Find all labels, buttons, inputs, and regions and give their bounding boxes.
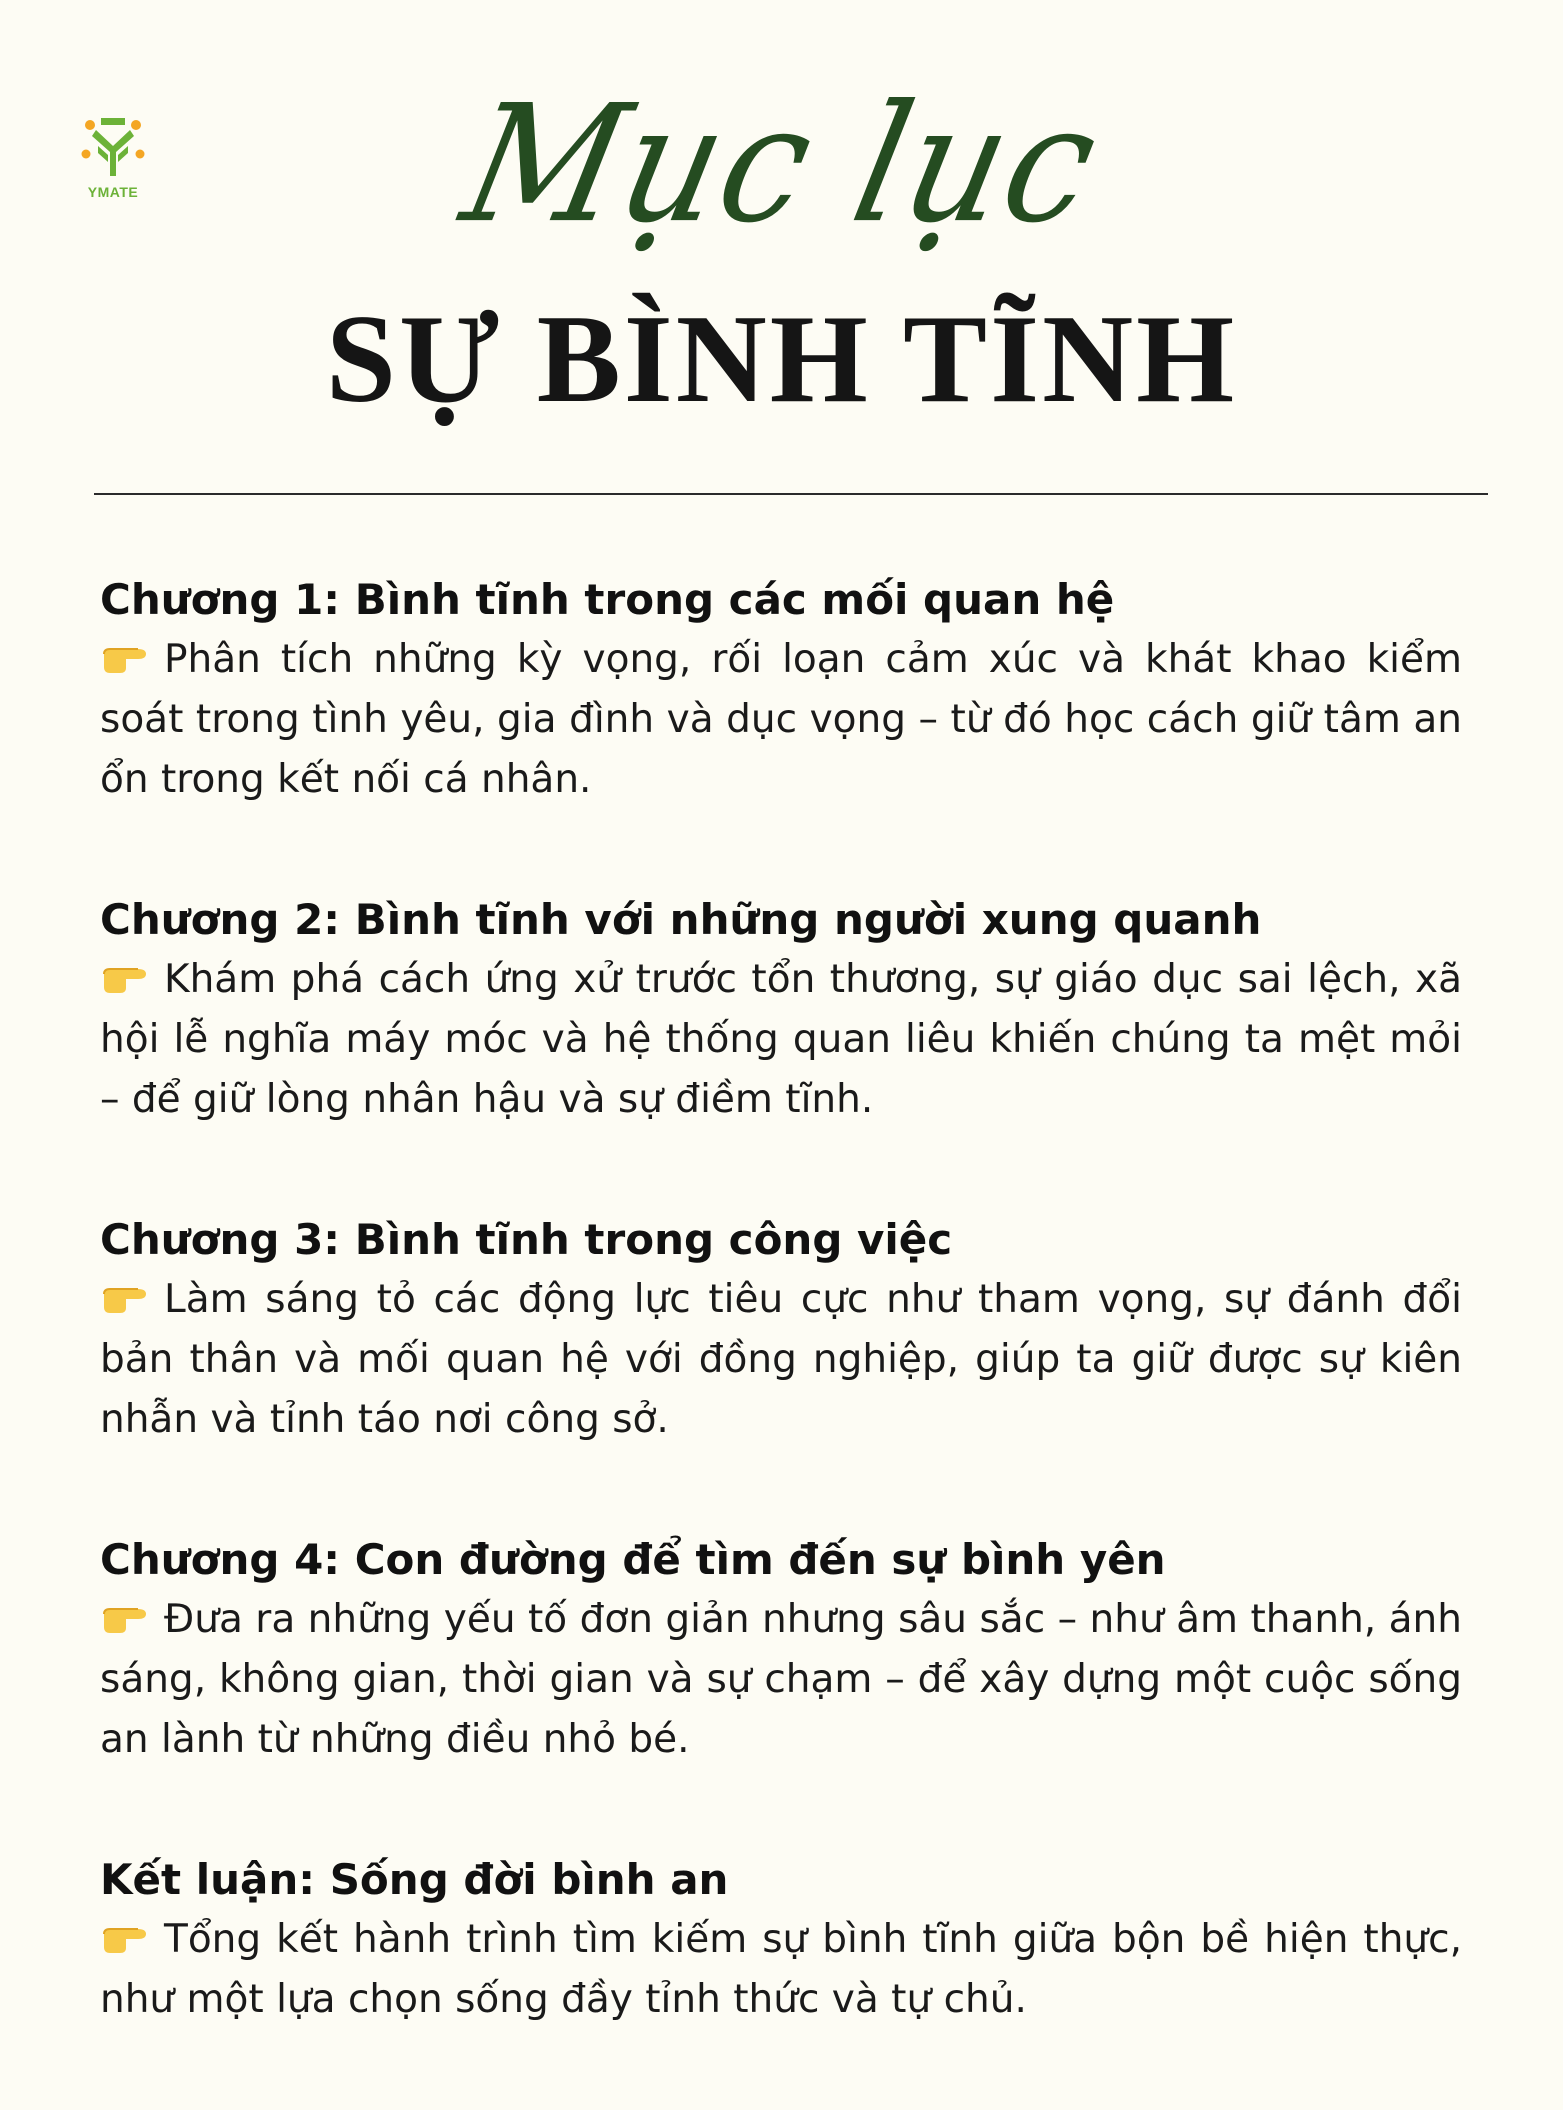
section-description-text: Đưa ra những yếu tố đơn giản nhưng sâu sắc – như âm thanh, ánh sáng, không gian, thời gian và sự chạm – để xây dựng một cuộc sống an lành từ những điều nhỏ bé. <box>100 1597 1462 1762</box>
page-title: SỰ BÌNH TĨNH <box>325 290 1238 429</box>
section-description <box>100 1590 1462 1770</box>
title-divider <box>94 493 1488 495</box>
toc-section-chapter-2 <box>100 890 1462 1130</box>
section-description-text: Phân tích những kỳ vọng, rối loạn cảm xúc và khát khao kiểm soát trong tình yêu, gia đình và dục vọng – từ đó học cách giữ tâm an ổn trong kết nối cá nhân. <box>100 637 1462 802</box>
pointing-hand-icon <box>100 640 150 676</box>
section-description <box>100 950 1462 1130</box>
pointing-hand-icon <box>100 1600 150 1636</box>
table-of-contents <box>100 570 1462 2110</box>
section-description-text: Tổng kết hành trình tìm kiếm sự bình tĩnh giữa bộn bề hiện thực, như một lựa chọn sống đầy tỉnh thức và tự chủ. <box>100 1917 1462 2022</box>
section-title: Chương 2: Bình tĩnh với những người xung quanh <box>100 895 1262 944</box>
toc-section-conclusion <box>100 1850 1462 2030</box>
pointing-hand-icon <box>100 960 150 996</box>
toc-section-chapter-1 <box>100 570 1462 810</box>
section-description-text: Làm sáng tỏ các động lực tiêu cực như tham vọng, sự đánh đổi bản thân và mối quan hệ với đồng nghiệp, giúp ta giữ được sự kiên nhẫn và tỉnh táo nơi công sở. <box>100 1277 1462 1442</box>
section-title: Chương 4: Con đường để tìm đến sự bình yên <box>100 1535 1166 1584</box>
section-title: Kết luận: Sống đời bình an <box>100 1855 729 1904</box>
section-title: Chương 1: Bình tĩnh trong các mối quan hệ <box>100 575 1115 624</box>
script-title: Mục lục <box>449 71 1114 259</box>
logo-text: YMATE <box>87 184 139 200</box>
toc-section-chapter-4 <box>100 1530 1462 1770</box>
toc-section-chapter-3 <box>100 1210 1462 1450</box>
pointing-hand-icon <box>100 1920 150 1956</box>
section-description <box>100 1270 1462 1450</box>
pointing-hand-icon <box>100 1280 150 1316</box>
section-title: Chương 3: Bình tĩnh trong công việc <box>100 1215 953 1264</box>
section-description <box>100 630 1462 810</box>
section-description <box>100 1910 1462 2030</box>
section-description-text: Khám phá cách ứng xử trước tổn thương, sự giáo dục sai lệch, xã hội lễ nghĩa máy móc và hệ thống quan liêu khiến chúng ta mệt mỏi – để giữ lòng nhân hậu và sự điềm tĩnh. <box>100 957 1462 1122</box>
